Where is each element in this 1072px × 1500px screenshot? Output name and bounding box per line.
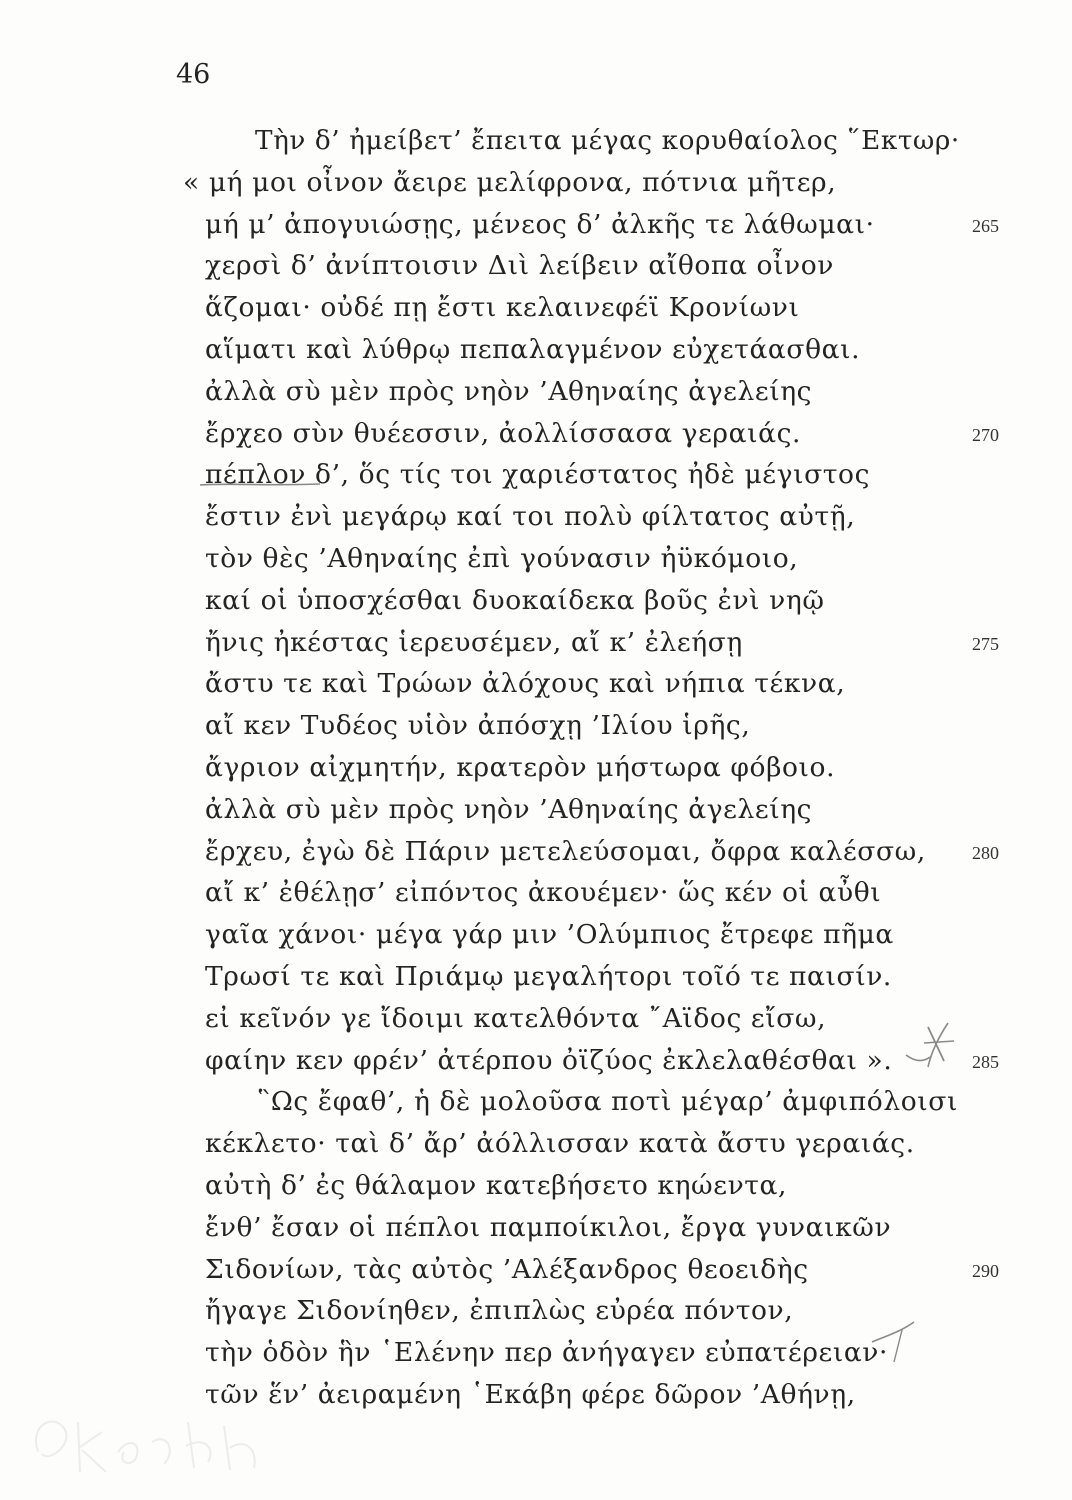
line-number: 270 xyxy=(972,424,999,445)
verse-text: ἄγριον αἰχμητήν, κρατερὸν μήστωρα φόβοιο. xyxy=(205,751,836,783)
verse-text: μή μ’ ἀπογυιώσῃς, μένεος δ’ ἀλκῆς τε λάθωμαι· xyxy=(205,208,875,240)
page-number: 46 xyxy=(176,59,211,90)
verse-text: Τρωσί τε καὶ Πριάμῳ μεγαλήτορι τοῖό τε παισίν. xyxy=(205,960,892,992)
verse-text: ἄστυ τε καὶ Τρώων ἀλόχους καὶ νήπια τέκνα, xyxy=(205,668,846,700)
verse-text: αὐτὴ δ’ ἐς θάλαμον κατεβήσετο κηώεντα, xyxy=(205,1169,788,1201)
verse-line xyxy=(0,327,1072,369)
verse-line xyxy=(0,160,1072,202)
verse-text: τὸν θὲς ’Αθηναίης ἐπὶ γούνασιν ἠϋκόμοιο, xyxy=(205,542,799,574)
verse-text: αἵματι καὶ λύθρῳ πεπαλαγμένον εὐχετάασθαι. xyxy=(205,333,861,365)
verse-line xyxy=(0,118,1072,160)
verse-line xyxy=(0,1163,1072,1205)
verse-text: χερσὶ δ’ ἀνίπτοισιν Διὶ λείβειν αἴθοπα οἶνον xyxy=(205,250,834,282)
verse-line xyxy=(0,745,1072,787)
verse-line xyxy=(0,202,1072,244)
verse-line xyxy=(0,243,1072,285)
verse-text: φαίην κεν φρέν’ ἀτέρπου ὀϊζύος ἐκλελαθέσθαι ». xyxy=(205,1044,893,1076)
verse-line xyxy=(0,620,1072,662)
verse-line xyxy=(0,787,1072,829)
pencil-underline-mark xyxy=(198,479,323,489)
verse-line xyxy=(0,954,1072,996)
line-number: 285 xyxy=(972,1051,999,1072)
verse-line xyxy=(0,829,1072,871)
verse-line xyxy=(0,870,1072,912)
verse-text: ἔνθ’ ἔσαν οἱ πέπλοι παμποίκιλοι, ἔργα γυναικῶν xyxy=(205,1211,892,1243)
line-number: 280 xyxy=(972,842,999,863)
line-number: 275 xyxy=(972,633,999,654)
verse-line xyxy=(0,1205,1072,1247)
verse-line xyxy=(0,1247,1072,1289)
verse-text: « μή μοι οἶνον ἄειρε μελίφρονα, πότνια μῆτερ, xyxy=(183,166,837,198)
pencil-stroke-mark xyxy=(868,1318,918,1366)
verse-text: ἔρχευ, ἐγὼ δὲ Πάριν μετελεύσομαι, ὄφρα καλέσσω, xyxy=(205,835,926,867)
verse-text: ἀλλὰ σὺ μὲν πρὸς νηὸν ’Αθηναίης ἀγελείης xyxy=(205,793,813,825)
verse-line xyxy=(0,703,1072,745)
verse-text: εἰ κεῖνόν γε ἴδοιμι κατελθόντα ῎Αϊδος εἴσω, xyxy=(205,1002,827,1034)
verse-text: ἤγαγε Σιδονίηθεν, ἐπιπλὼς εὐρέα πόντον, xyxy=(205,1295,794,1327)
verse-line xyxy=(0,912,1072,954)
verse-line xyxy=(0,1079,1072,1121)
verse-line xyxy=(0,285,1072,327)
verse-text: καί οἱ ὑποσχέσθαι δυοκαίδεκα βοῦς ἐνὶ νηῷ xyxy=(205,584,825,616)
verse-text: κέκλετο· ταὶ δ’ ἄρ’ ἀόλλισσαν κατὰ ἄστυ γεραιάς. xyxy=(205,1128,915,1160)
verse-line xyxy=(0,369,1072,411)
verse-text: τῶν ἕν’ ἀειραμένη ῾Εκάβη φέρε δῶρον ’Αθήνῃ, xyxy=(205,1378,856,1410)
verse-text: Σιδονίων, τὰς αὐτὸς ’Αλέξανδρος θεοειδὴς xyxy=(205,1253,809,1285)
verse-line xyxy=(0,661,1072,703)
verse-text: ἔστιν ἐνὶ μεγάρῳ καί τοι πολὺ φίλτατος αὐτῇ, xyxy=(205,501,856,533)
verse-text: πέπλον δ’, ὅς τίς τοι χαριέστατος ἠδὲ μέγιστος xyxy=(205,459,871,491)
verse-text: αἴ κεν Τυδέος υἱὸν ἀπόσχῃ ’Ιλίου ἱρῆς, xyxy=(205,710,751,742)
verse-text: ῝Ως ἔφαθ’, ἡ δὲ μολοῦσα ποτὶ μέγαρ’ ἀμφιπόλοισι xyxy=(257,1086,958,1118)
verse-line xyxy=(0,536,1072,578)
faint-signature-mark xyxy=(18,1392,278,1492)
verse-line xyxy=(0,1121,1072,1163)
line-number: 265 xyxy=(972,215,999,236)
verse-line xyxy=(0,578,1072,620)
verse-text: Τὴν δ’ ἠμείβετ’ ἔπειτα μέγας κορυθαίολος ῞Εκτωρ· xyxy=(255,125,960,156)
verse-text: αἴ κ’ ἐθέλῃσ’ εἰπόντος ἀκουέμεν· ὥς κέν οἱ αὖθι xyxy=(205,877,882,909)
verse-block xyxy=(0,118,1072,1414)
verse-text: ἔρχεο σὺν θυέεσσιν, ἀολλίσσασα γεραιάς. xyxy=(205,417,802,449)
verse-text: ἀλλὰ σὺ μὲν πρὸς νηὸν ’Αθηναίης ἀγελείης xyxy=(205,375,813,407)
line-number: 290 xyxy=(972,1260,999,1281)
verse-text: ἅζομαι· οὐδέ πῃ ἔστι κελαινεφέϊ Κρονίωνι xyxy=(205,292,800,324)
verse-line xyxy=(0,411,1072,453)
verse-text: γαῖα χάνοι· μέγα γάρ μιν ’Ολύμπιος ἔτρεφε πῆμα xyxy=(205,919,894,951)
verse-text: ἤνις ἠκέστας ἱερευσέμεν, αἴ κ’ ἐλεήσῃ xyxy=(205,626,743,658)
verse-text: τὴν ὁδὸν ἣν ῾Ελένην περ ἀνήγαγεν εὐπατέρειαν· xyxy=(205,1337,889,1369)
verse-line xyxy=(0,452,1072,494)
pencil-check-mark xyxy=(900,1015,962,1075)
verse-line xyxy=(0,494,1072,536)
